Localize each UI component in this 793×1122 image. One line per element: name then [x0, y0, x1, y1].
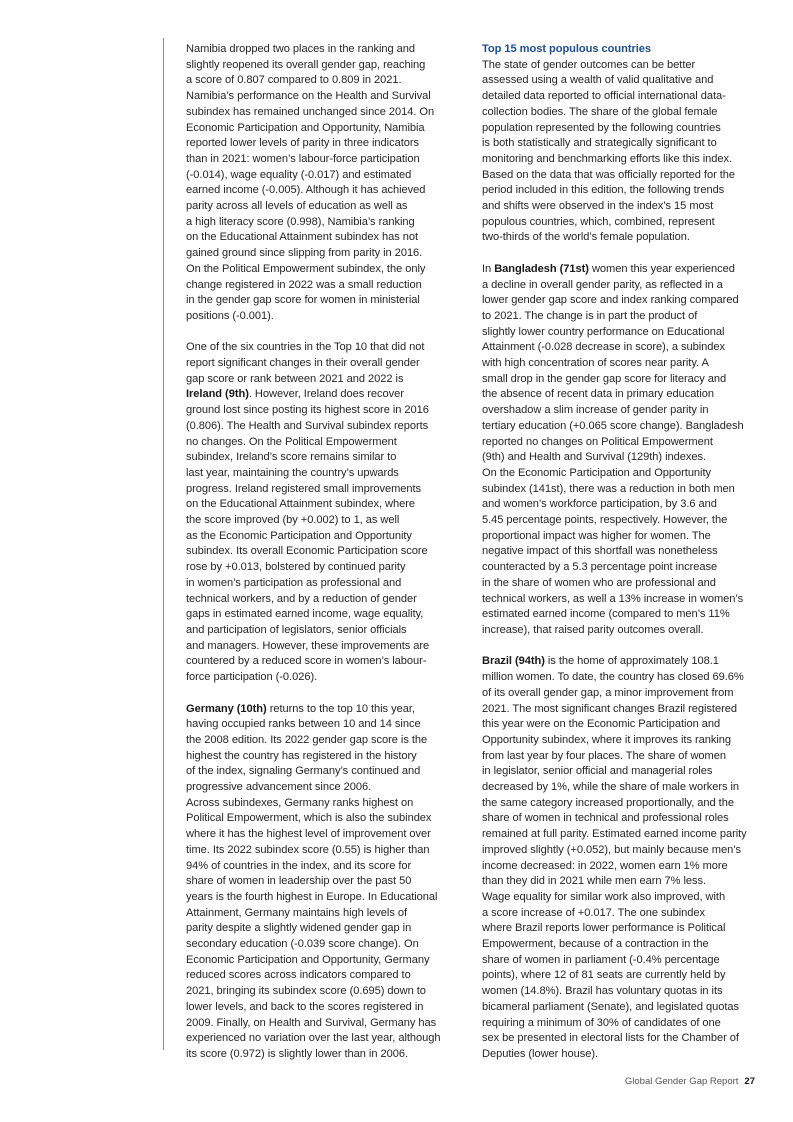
- page-footer: [625, 1076, 755, 1087]
- germany-paragraph: [186, 702, 464, 1063]
- germany-body: returns to the top 10 this year, having occupied ranks between 10 and 14 since the 2008 edition. Its 2022 gender gap score is the highest the country has registered in the history of the index, signaling Germany’s continued and progressive advancement since 2006. Across subindexes, Germany ranks highest on Political Empowerment, which is also the subindex where it has the highest level of improvement over time. Its 2022 subindex score (0.55) is higher than 94% of countries in the index, and its score for share of women in leadership over the past 50 years is the fourth highest in Europe. In Educational Attainment, Germany maintains high levels of parity despite a slightly widened gender gap in secondary education (-0.039 score change). On Economic Participation and Opportunity, Germany reduced scores across indicators compared to 2021, bringing its subindex score (0.695) down to lower levels, and back to the scores registered in 2009. Finally, on Health and Survival, Germany has experienced no variation over the last year, although its score (0.972) is slightly lower than in 2006.: [186, 702, 441, 1060]
- left-column: [186, 42, 464, 1078]
- populous-intro-paragraph: The state of gender outcomes can be better assessed using a wealth of valid qualitative and detailed data reported to official international data- collection bodies. The share of the global female population represented by the following countries is both statistically and strategically significant to monitoring and benchmarking efforts like this index. Based on the data that was officially reported for the period included in this edition, the following trends and shifts were observed in the index’s 15 most populous countries, which, combined, represent two-thirds of the world’s female population.: [482, 58, 736, 244]
- ireland-body: . However, Ireland does recover ground lost since posting its highest score in 2016 (0.806). The Health and Survival subindex reports no changes. On the Political Empowerment subindex, Ireland’s score remains similar to last year, maintaining the country’s upwards progress. Ireland registered small improvements on the Educational Attainment subindex, where the score improved (by +0.002) to 1, as well as the Economic Participation and Opportunity subindex. Its overall Economic Participation score rose by +0.013, bolstered by continued parity in women’s participation as professional and technical workers, and by a reduction of gender gaps in estimated earned income, wage equality, and participation of legislators, senior officials and managers. However, these improvements are countered by a reduced score in women’s labour- force participation (-0.026).: [186, 388, 430, 684]
- brazil-paragraph: [482, 654, 759, 1062]
- section-heading: Top 15 most populous countries: [482, 43, 652, 55]
- namibia-paragraph: Namibia dropped two places in the ranking and slightly reopened its overall gender gap, reaching a score of 0.807 compared to 0.809 in 2021. Namibia’s performance on the Health and Survival subindex has remained unchanged since 2014. On Economic Participation and Opportunity, Namibia reported lower levels of parity in three indicators than in 2021: women’s labour-force participation (-0.014), wage equality (-0.017) and estimated earned income (-0.005). Although it has achieved parity across all levels of education as well as a high literacy score (0.998), Namibia’s ranking on the Educational Attainment subindex has not gained ground since slipping from parity in 2016. On the Political Empowerment subindex, the only change registered in 2022 was a small reduction in the gender gap score for women in ministerial positions (-0.001).: [186, 43, 435, 322]
- ireland-paragraph: [186, 340, 464, 685]
- germany-country-label: Germany (10th): [186, 702, 267, 715]
- ireland-intro: One of the six countries in the Top 10 that did not report significant changes in their overall gender gap score or rank between 2021 and 2022 is: [186, 341, 425, 385]
- bangladesh-country-label: Bangladesh (71st): [494, 262, 589, 275]
- bangladesh-body: women this year experienced a decline in overall gender parity, as reflected in a lower gender gap score and index ranking compared to 2021. The change is in part the product of slightly lower country performance on Educational Attainment (-0.028 decrease in score), a subindex with high concentration of scores near parity. A small drop in the gender gap score for literacy and the absence of recent data in primary education overshadow a slim increase of gender parity in tertiary education (+0.065 score change). Bangladesh reported no changes on Political Empowerment (9th) and Health and Survival (129th) indexes. On the Economic Participation and Opportunity subindex (141st), there was a reduction in both men and women’s workforce participation, by 3.6 and 5.45 percentage points, respectively. However, the proportional impact was higher for women. The negative impact of this shortfall was nonetheless counteracted by a 5.3 percentage point increase in the share of women who are professional and technical workers, as well a 13% increase in women’s estimated earned income (compared to men’s 11% increase), that raised parity outcomes overall.: [482, 262, 744, 636]
- margin-rule: [163, 38, 164, 1050]
- bangladesh-prefix: In: [482, 262, 495, 275]
- right-column: [482, 42, 759, 1078]
- footer-report-title: Global Gender Gap Report: [624, 1076, 739, 1087]
- brazil-country-label: Brazil (94th): [482, 655, 545, 668]
- ireland-country-label: Ireland (9th): [186, 388, 249, 401]
- bangladesh-paragraph: [482, 262, 759, 639]
- brazil-body: is the home of approximately 108.1 million women. To date, the country has closed 69.6% of its overall gender gap, a minor improvement from 2021. The most significant changes Brazil registered this year were on the Economic Participation and Opportunity subindex, where it improves its ranking from last year by four places. The share of women in legislator, senior official and managerial roles decreased by 1%, while the share of male workers in the same category increased proportionally, and the share of women in technical and professional roles remained at full parity. Estimated earned income parity improved slightly (+0.052), but mainly because men’s income decreased: in 2022, women earn 1% more than they did in 2021 while men earn 7% less. Wage equality for similar work also improved, with a score increase of +0.017. The one subindex where Brazil reports lower performance is Political Empowerment, because of a contraction in the share of women in parliament (-0.4% percentage points), where 12 of 81 seats are currently held by women (14.8%). Brazil has voluntary quotas in its bicameral parliament (Senate), and legislated quotas requiring a minimum of 30% of candidates of one sex be presented in electoral lists for the Chamber of Deputies (lower house).: [482, 655, 747, 1060]
- page-number: 27: [744, 1076, 755, 1087]
